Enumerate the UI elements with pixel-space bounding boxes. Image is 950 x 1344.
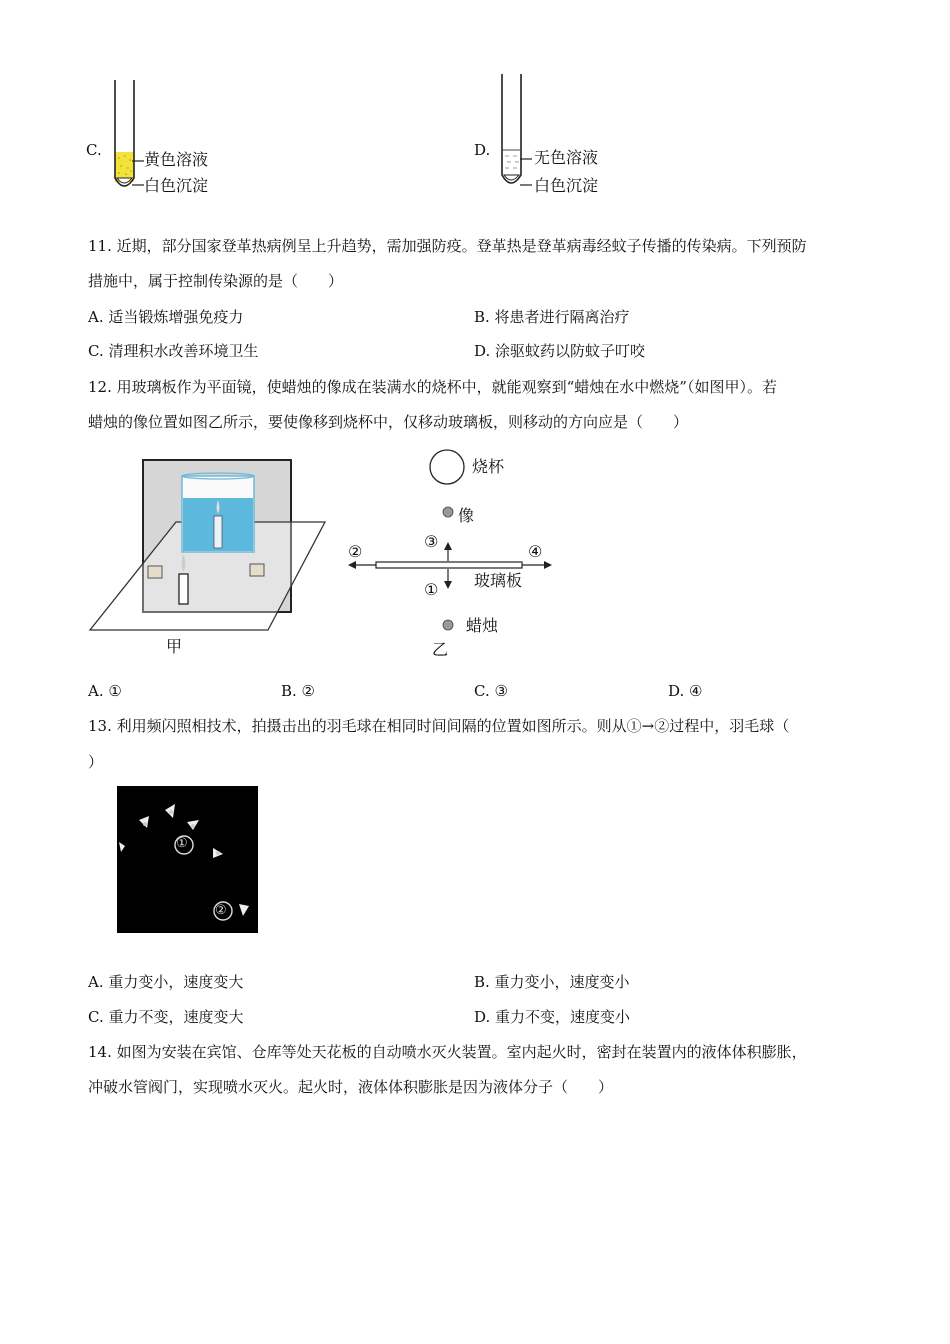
q13-option-a[interactable]: A. 重力变小，速度变大	[88, 973, 244, 991]
label-colorless-solution: 无色溶液	[534, 148, 599, 167]
shuttlecock-trajectory-icon	[117, 786, 258, 933]
option-c-letter: C.	[86, 141, 102, 159]
q14-stem-line1: 14. 如图为安装在宾馆、仓库等处天花板的自动喷水灭火装置。室内起火时，密封在装置内的液体体积膨胀，	[88, 1043, 807, 1061]
q12-option-d[interactable]: D. ④	[668, 682, 703, 700]
q13-stem-line1: 13. 利用频闪照相技术，拍摄击出的羽毛球在相同时间间隔的位置如图所示。则从①→②过程中，羽毛球（	[88, 717, 790, 735]
option-d-letter: D.	[474, 141, 491, 159]
label-white-precipitate-d: 白色沉淀	[534, 176, 599, 195]
mark-1-down: ①	[424, 580, 439, 599]
q11-option-c[interactable]: C. 清理积水改善环境卫生	[88, 342, 259, 360]
label-yellow-solution: 黄色溶液	[144, 150, 209, 169]
q12-stem-line1: 12. 用玻璃板作为平面镜，使蜡烛的像成在装满水的烧杯中，就能观察到“蜡烛在水中燃烧”（如图甲）。若	[88, 378, 777, 396]
strobe-photo	[117, 786, 258, 933]
q13-stem-line2: ）	[88, 753, 104, 771]
q11-option-b[interactable]: B. 将患者进行隔离治疗	[474, 308, 630, 326]
figure-jia-candle-beaker	[88, 456, 328, 636]
q11-option-d[interactable]: D. 涂驱蚊药以防蚊子叮咬	[474, 342, 646, 360]
q12-option-a[interactable]: A. ①	[88, 682, 122, 700]
beaker-circle	[430, 450, 464, 484]
mark-4-right: ④	[528, 542, 543, 561]
photo-mark-2: ②	[215, 903, 227, 918]
candle-dot	[443, 620, 453, 630]
glass-plate	[376, 562, 522, 568]
label-image: 像	[458, 506, 475, 525]
q13-option-d[interactable]: D. 重力不变，速度变小	[474, 1008, 631, 1026]
mark-3-up: ③	[424, 532, 439, 551]
q13-option-b[interactable]: B. 重力变小，速度变小	[474, 973, 630, 991]
figure-yi-caption: 乙	[432, 640, 449, 659]
q13-option-c[interactable]: C. 重力不变，速度变大	[88, 1008, 244, 1026]
q12-option-b[interactable]: B. ②	[281, 682, 316, 700]
q11-option-a[interactable]: A. 适当锻炼增强免疫力	[88, 308, 244, 326]
q11-stem-line1: 11. 近期，部分国家登革热病例呈上升趋势，需加强防疫。登革热是登革病毒经蚊子传播的传染病。下列预防	[88, 237, 807, 255]
mark-2-left: ②	[348, 542, 363, 561]
q12-stem-line2: 蜡烛的像位置如图乙所示，要使像移到烧杯中，仅移动玻璃板，则移动的方向应是（ ）	[88, 413, 689, 431]
label-white-precipitate-c: 白色沉淀	[144, 176, 209, 195]
q14-stem-line2: 冲破水管阀门，实现喷水灭火。起火时，液体体积膨胀是因为液体分子（ ）	[88, 1078, 614, 1096]
leader-lines-d-icon	[520, 156, 534, 188]
q11-stem-line2: 措施中，属于控制传染源的是（ ）	[88, 272, 344, 290]
photo-mark-1: ①	[176, 836, 188, 851]
q12-option-c[interactable]: C. ③	[474, 682, 508, 700]
label-glass-plate: 玻璃板	[474, 571, 523, 590]
label-beaker: 烧杯	[472, 457, 505, 476]
label-candle: 蜡烛	[466, 616, 499, 635]
image-dot	[443, 507, 453, 517]
figure-jia-caption: 甲	[166, 637, 183, 656]
